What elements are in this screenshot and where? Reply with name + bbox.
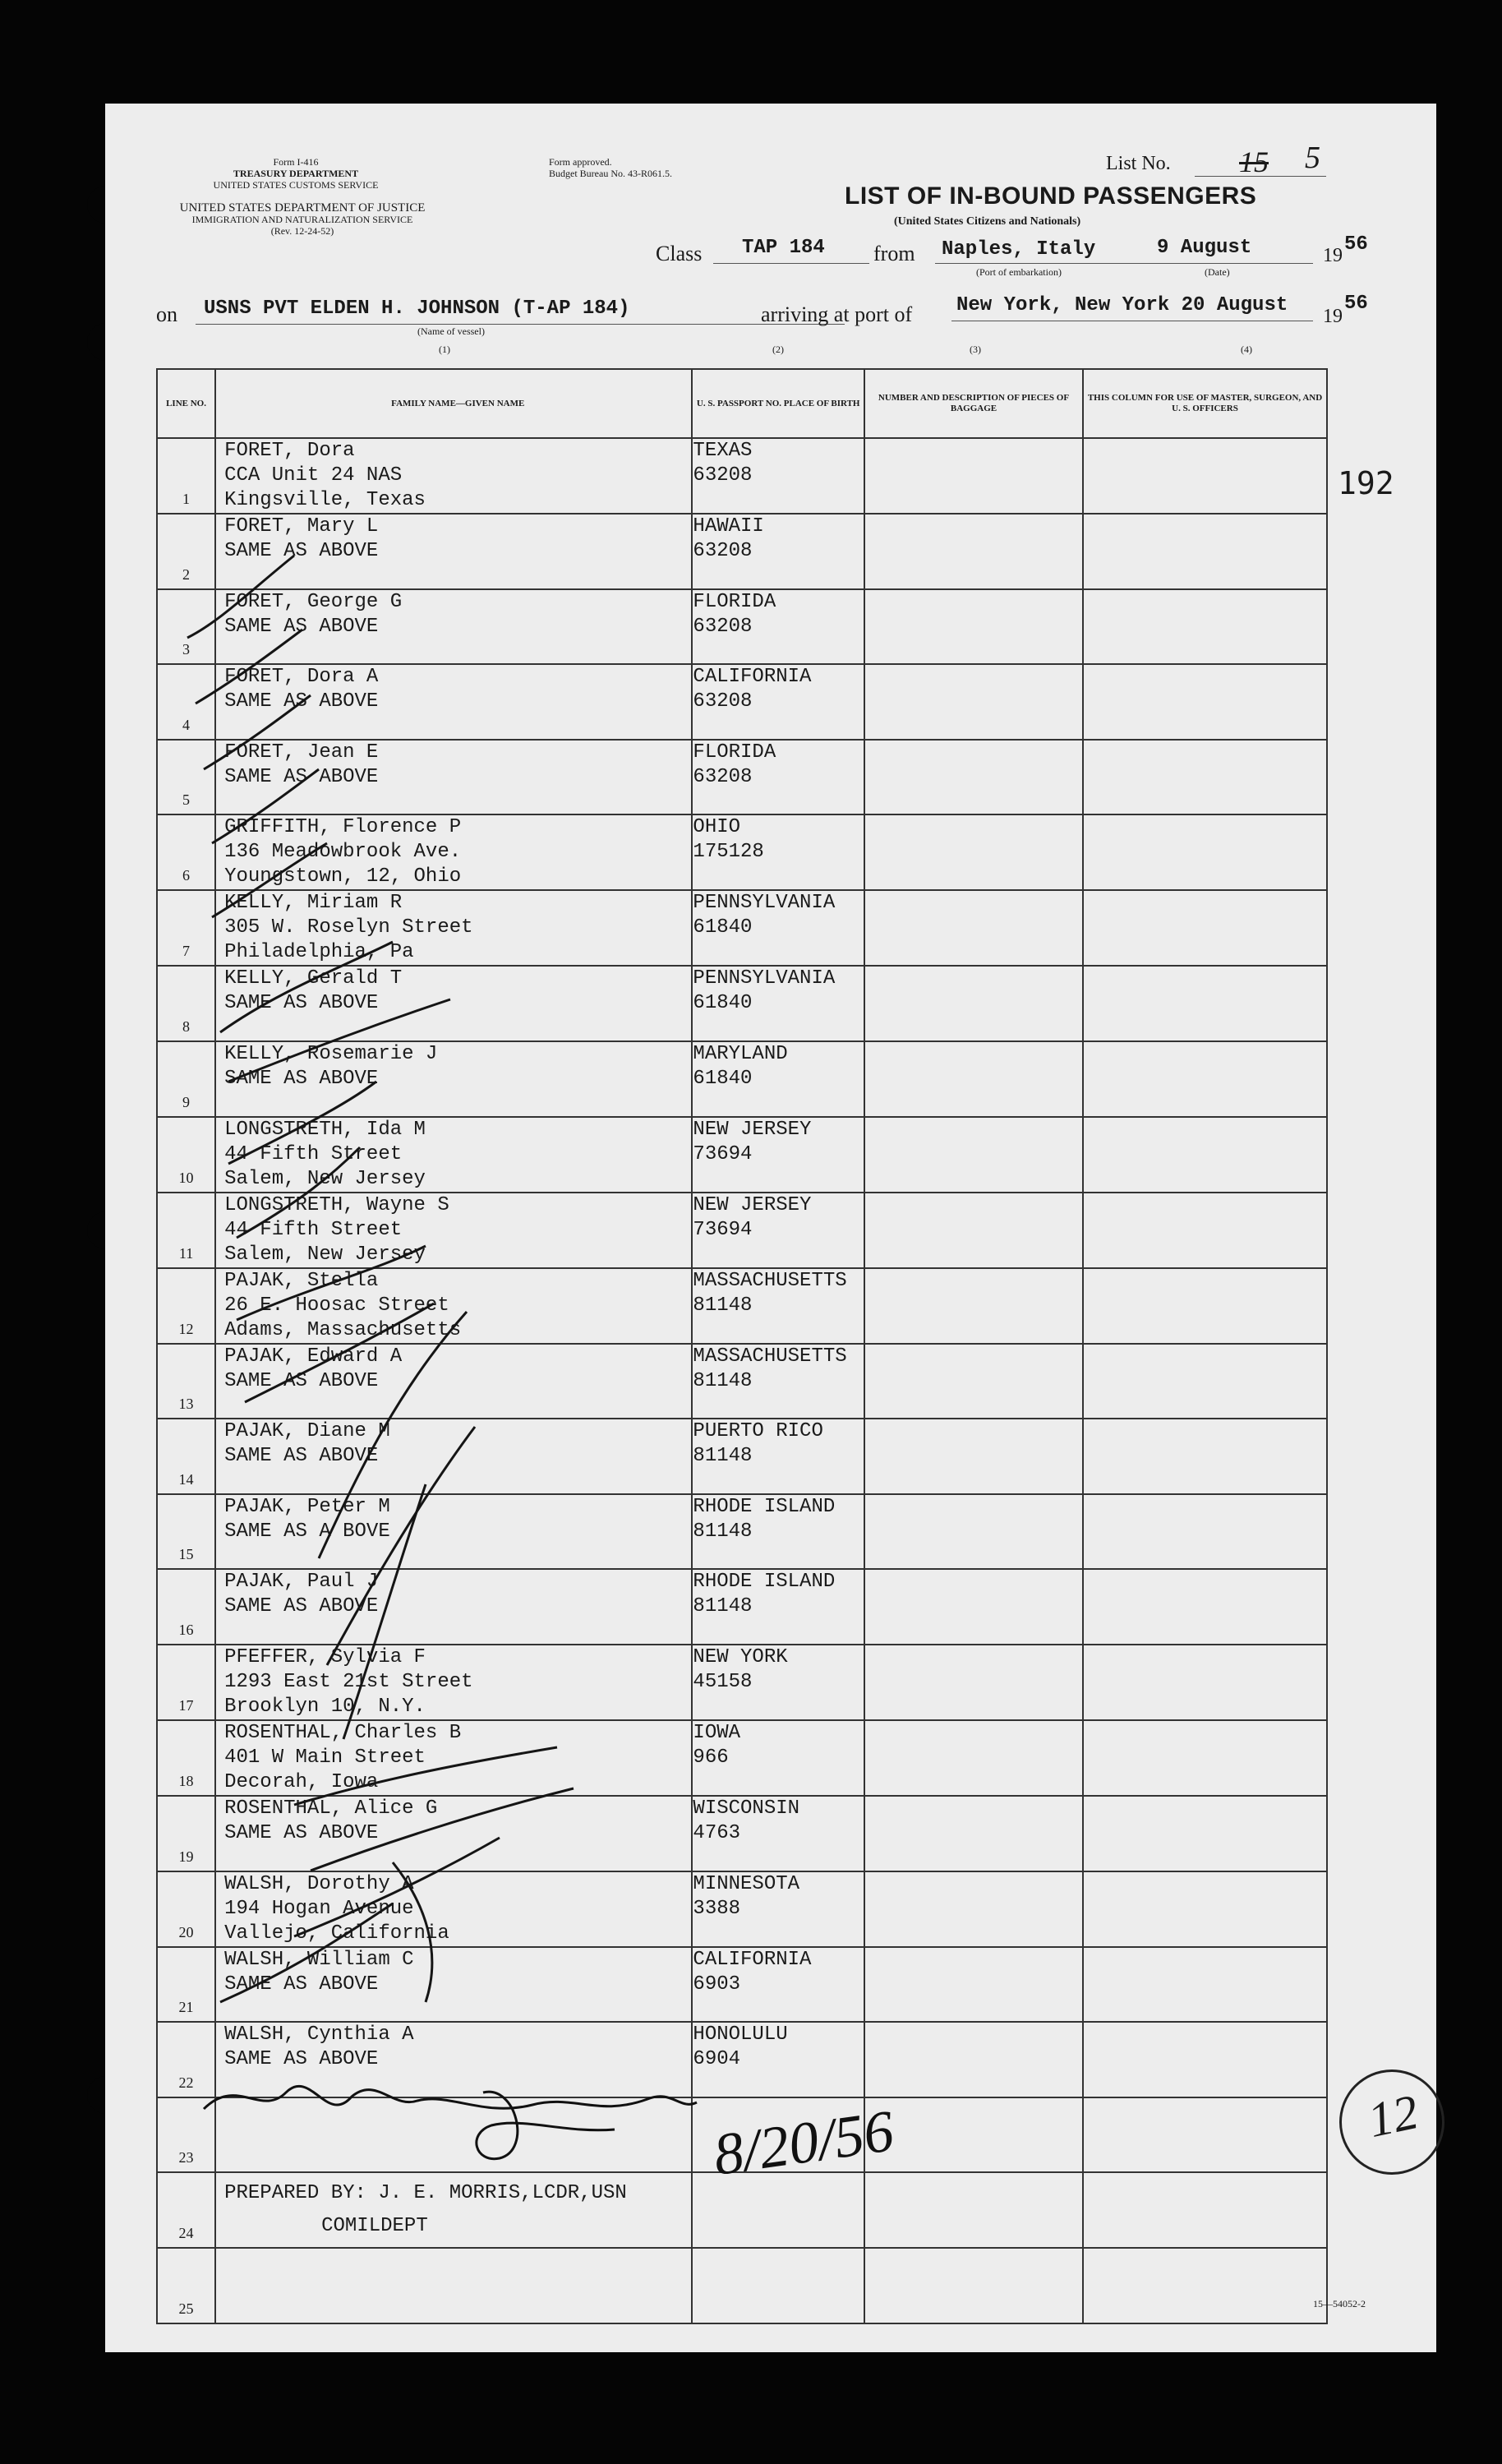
officer-cell <box>1083 1494 1327 1570</box>
passenger-address-line: Youngstown, 12, Ohio <box>224 865 462 888</box>
passenger-address-line: SAME AS ABOVE <box>224 765 379 788</box>
passenger-name: FORET, Mary L <box>224 515 379 538</box>
passenger-address-line: SAME AS A BOVE <box>224 1520 390 1543</box>
check-stroke <box>294 1747 557 1805</box>
column-number-3: (3) <box>970 344 981 355</box>
passenger-address-line: 194 Hogan Avenue <box>224 1897 414 1920</box>
class-line <box>713 263 869 264</box>
passenger-name: PREPARED BY: J. E. MORRIS,LCDR,USN <box>224 2182 627 2205</box>
baggage-cell <box>864 2248 1083 2323</box>
officer-cell <box>1083 2022 1327 2097</box>
line-number: 18 <box>178 1772 194 1789</box>
place-of-birth: WISCONSIN <box>693 1797 800 1820</box>
handwritten-check-marks <box>130 457 787 2060</box>
arrival-year: 56 <box>1344 293 1368 315</box>
justice-department-block <box>146 202 458 237</box>
passenger-address-line: 44 Fifth Street <box>224 1142 403 1165</box>
baggage-cell <box>864 2022 1083 2097</box>
year-value: 56 <box>1344 233 1368 256</box>
passport-number: 63208 <box>693 540 753 562</box>
form-number: Form I-416 <box>273 156 319 168</box>
baggage-cell <box>864 966 1083 1041</box>
vessel-caption: (Name of vessel) <box>417 325 485 337</box>
baggage-cell <box>864 1344 1083 1419</box>
officer-cell <box>1083 664 1327 740</box>
baggage-cell <box>864 2172 1083 2248</box>
line-number: 4 <box>182 716 191 733</box>
baggage-cell <box>864 1720 1083 1796</box>
passenger-address-line: 401 W Main Street <box>224 1746 426 1769</box>
check-stroke <box>212 843 327 917</box>
line-number: 25 <box>178 2300 194 2317</box>
passenger-address-line: SAME AS ABOVE <box>224 1973 379 1996</box>
passenger-address-line: Salem, New Jersey <box>224 1167 426 1190</box>
passenger-address-line: 136 Meadowbrook Ave. <box>224 841 462 864</box>
passenger-address-line: SAME AS ABOVE <box>224 1067 379 1090</box>
line-number: 24 <box>178 2224 194 2241</box>
year-prefix: 19 <box>1323 245 1343 266</box>
passenger-address-line: SAME AS ABOVE <box>224 1821 379 1844</box>
place-of-birth: MASSACHUSETTS <box>693 1269 847 1292</box>
officer-cell <box>1083 1041 1327 1117</box>
passport-number: 6903 <box>693 1973 741 1996</box>
officer-cell <box>1083 966 1327 1041</box>
passenger-address-line: Salem, New Jersey <box>224 1243 426 1266</box>
check-stroke <box>311 1788 574 1871</box>
passport-number: 81148 <box>693 1294 753 1317</box>
place-of-birth: OHIO <box>693 816 741 839</box>
officer-cell <box>1083 1947 1327 2023</box>
line-number: 2 <box>182 565 191 583</box>
place-of-birth: NEW JERSEY <box>693 1118 812 1141</box>
check-stroke <box>228 999 450 1082</box>
line-number: 14 <box>178 1470 194 1488</box>
passenger-address-line: Brooklyn 10, N.Y. <box>224 1695 426 1718</box>
check-stroke <box>220 1903 393 2002</box>
passenger-name: KELLY, Miriam R <box>224 892 403 915</box>
passenger-address-line: SAME AS ABOVE <box>224 540 379 562</box>
place-of-birth: MARYLAND <box>693 1042 788 1065</box>
list-number: 5 <box>1305 141 1320 175</box>
document-title: LIST OF IN-BOUND PASSENGERS <box>845 182 1257 210</box>
place-of-birth: RHODE ISLAND <box>693 1495 836 1518</box>
passenger-name: PAJAK, Edward A <box>224 1345 403 1368</box>
immigration-service: IMMIGRATION AND NATURALIZATION SERVICE <box>191 214 413 225</box>
place-of-birth: PUERTO RICO <box>693 1420 823 1443</box>
line-number: 12 <box>178 1320 194 1337</box>
passenger-name: PFEFFER, Sylvia F <box>224 1645 426 1668</box>
form-number-block <box>173 156 419 191</box>
officer-cell <box>1083 1871 1327 1947</box>
passenger-name: PAJAK, Diane M <box>224 1420 390 1443</box>
baggage-cell <box>864 1494 1083 1570</box>
passenger-name: FORET, Dora <box>224 440 355 462</box>
officer-cell <box>1083 1268 1327 1344</box>
passport-number: 175128 <box>693 841 764 864</box>
from-value: Naples, Italy <box>942 238 1096 261</box>
passenger-address-line: SAME AS ABOVE <box>224 992 379 1015</box>
line-number: 20 <box>178 1923 194 1940</box>
passenger-address-line: SAME AS ABOVE <box>224 1445 379 1468</box>
column-number-4: (4) <box>1241 344 1252 355</box>
check-stroke <box>212 769 319 843</box>
baggage-cell <box>864 1419 1083 1494</box>
justice-department: UNITED STATES DEPARTMENT OF JUSTICE <box>179 201 426 215</box>
passenger-name: LONGSTRETH, Wayne S <box>224 1193 449 1216</box>
line-number: 1 <box>182 491 191 507</box>
line-number: 21 <box>178 1999 194 2016</box>
baggage-cell <box>864 1645 1083 1720</box>
line-number: 17 <box>178 1696 194 1714</box>
line-number: 3 <box>182 641 191 658</box>
place-of-birth: MINNESOTA <box>693 1872 800 1895</box>
check-stroke <box>237 1147 360 1238</box>
passenger-name: FORET, George G <box>224 590 403 613</box>
passenger-address-line: SAME AS ABOVE <box>224 2048 379 2071</box>
passport-number: 966 <box>693 1746 729 1769</box>
officer-cell <box>1083 1645 1327 1720</box>
passenger-address-line: 44 Fifth Street <box>224 1218 403 1241</box>
column-header-officers: THIS COLUMN FOR USE OF MASTER, SURGEON, AND U. S. OFFICERS <box>1083 369 1327 438</box>
line-number: 15 <box>178 1546 194 1563</box>
passport-number: 63208 <box>693 464 753 487</box>
line-number: 13 <box>178 1396 194 1413</box>
passenger-address-line: SAME AS ABOVE <box>224 1369 379 1392</box>
passenger-address-line: 26 E. Hoosac Street <box>224 1294 449 1317</box>
place-of-birth: HONOLULU <box>693 2023 788 2046</box>
passenger-name: WALSH, William C <box>224 1948 414 1971</box>
passenger-manifest-page <box>105 104 1436 2352</box>
baggage-cell <box>864 1193 1083 1268</box>
officer-cell <box>1083 2172 1327 2248</box>
check-stroke <box>187 556 294 638</box>
passenger-name: WALSH, Cynthia A <box>224 2023 414 2046</box>
officer-cell <box>1083 2097 1327 2173</box>
passenger-address-line: SAME AS ABOVE <box>224 615 379 638</box>
passenger-name: ROSENTHAL, Charles B <box>224 1721 462 1744</box>
from-label: from <box>873 242 915 265</box>
passenger-name: FORET, Jean E <box>224 741 379 764</box>
place-of-birth: FLORIDA <box>693 741 776 764</box>
line-number: 6 <box>182 867 191 884</box>
passport-number: 61840 <box>693 992 753 1015</box>
vessel-name: USNS PVT ELDEN H. JOHNSON (T-AP 184) <box>204 298 630 320</box>
line-number: 7 <box>182 943 191 960</box>
officer-cell <box>1083 1344 1327 1419</box>
list-number-struck: 15 <box>1239 145 1269 178</box>
passenger-address-line: Adams, Massachusetts <box>224 1318 462 1341</box>
date-caption: (Date) <box>1205 266 1230 278</box>
baggage-cell <box>864 664 1083 740</box>
passenger-address-line: Kingsville, Texas <box>224 489 426 511</box>
baggage-cell <box>864 1796 1083 1871</box>
line-number: 19 <box>178 1848 194 1865</box>
officer-cell <box>1083 1796 1327 1871</box>
passenger-name: GRIFFITH, Florence P <box>224 816 462 839</box>
baggage-cell <box>864 890 1083 966</box>
officer-note: 192 <box>1338 465 1394 501</box>
line-number: 22 <box>178 2074 194 2091</box>
class-value: TAP 184 <box>742 237 825 259</box>
line-number-cell <box>157 2248 215 2323</box>
arrival-year-prefix: 19 <box>1323 306 1343 327</box>
place-of-birth: NEW YORK <box>693 1645 788 1668</box>
form-revision: (Rev. 12-24-52) <box>270 225 334 237</box>
passenger-name: PAJAK, Stella <box>224 1269 379 1292</box>
passenger-address-line: Vallejo, California <box>224 1922 449 1945</box>
place-of-birth: MASSACHUSETTS <box>693 1345 847 1368</box>
officer-cell <box>1083 1569 1327 1645</box>
check-stroke <box>245 1304 434 1402</box>
passenger-name: FORET, Dora A <box>224 666 379 689</box>
document-subtitle: (United States Citizens and Nationals) <box>894 215 1081 228</box>
passport-cell <box>692 2248 864 2323</box>
circled-number-text: 12 <box>1363 2084 1423 2148</box>
check-stroke <box>237 1246 426 1320</box>
passenger-address-line: CCA Unit 24 NAS <box>224 464 403 487</box>
line-number: 9 <box>182 1093 191 1110</box>
column-header-baggage: NUMBER AND DESCRIPTION OF PIECES OF BAGGAGE <box>864 369 1083 438</box>
passport-number: 45158 <box>693 1670 753 1693</box>
baggage-cell <box>864 1947 1083 2023</box>
passenger-name: KELLY, Rosemarie J <box>224 1042 438 1065</box>
form-approved: Form approved. <box>549 156 612 168</box>
passenger-address-line: Decorah, Iowa <box>224 1770 379 1793</box>
place-of-birth: CALIFORNIA <box>693 1948 812 1971</box>
form-approval-block <box>549 156 672 179</box>
line-number: 11 <box>178 1244 194 1262</box>
passenger-address-line: 1293 East 21st Street <box>224 1670 473 1693</box>
passport-number: 73694 <box>693 1218 753 1241</box>
footer-code: 15—54052-2 <box>1313 2298 1366 2309</box>
arrival-port: New York, New York 20 August <box>956 294 1288 316</box>
port-embarkation-caption: (Port of embarkation) <box>976 266 1062 278</box>
officer-cell <box>1083 2248 1327 2323</box>
passport-number: 81148 <box>693 1520 753 1543</box>
check-stroke <box>220 942 393 1032</box>
baggage-cell <box>864 438 1083 514</box>
passport-number: 81148 <box>693 1369 753 1392</box>
circled-number <box>1329 2060 1454 2185</box>
baggage-cell <box>864 814 1083 890</box>
place-of-birth: RHODE ISLAND <box>693 1571 836 1594</box>
passenger-name-cell <box>215 2248 692 2323</box>
passport-number: 63208 <box>693 765 753 788</box>
place-of-birth: PENNSYLVANIA <box>693 967 836 990</box>
baggage-cell <box>864 1041 1083 1117</box>
officer-cell <box>1083 890 1327 966</box>
passenger-name: LONGSTRETH, Ida M <box>224 1118 426 1141</box>
officer-cell <box>1083 740 1327 815</box>
officer-cell <box>1083 1117 1327 1193</box>
officer-cell <box>1083 514 1327 589</box>
check-stroke <box>196 630 302 704</box>
from-date: 9 August <box>1157 237 1252 259</box>
column-header-name: FAMILY NAME—GIVEN NAME <box>215 369 692 438</box>
passenger-name: ROSENTHAL, Alice G <box>224 1797 438 1820</box>
from-line <box>935 263 1313 264</box>
passenger-address-line: Philadelphia, Pa <box>224 941 414 964</box>
passenger-address-line: SAME AS ABOVE <box>224 1595 379 1618</box>
line-number: 8 <box>182 1017 191 1035</box>
customs-service: UNITED STATES CUSTOMS SERVICE <box>213 179 379 191</box>
place-of-birth: NEW JERSEY <box>693 1193 812 1216</box>
place-of-birth: TEXAS <box>693 440 753 462</box>
place-of-birth: IOWA <box>693 1721 741 1744</box>
baggage-cell <box>864 1268 1083 1344</box>
passenger-name: KELLY, Gerald T <box>224 967 403 990</box>
officer-cell <box>1083 1720 1327 1796</box>
baggage-cell <box>864 1871 1083 1947</box>
passport-number: 4763 <box>693 1821 741 1844</box>
line-number: 16 <box>178 1621 194 1638</box>
place-of-birth: HAWAII <box>693 515 764 538</box>
budget-bureau: Budget Bureau No. 43-R061.5. <box>549 168 672 179</box>
baggage-cell <box>864 740 1083 815</box>
officer-cell <box>1083 438 1327 514</box>
passenger-name: PAJAK, Peter M <box>224 1495 390 1518</box>
passport-number: 63208 <box>693 690 753 713</box>
baggage-cell <box>864 1569 1083 1645</box>
place-of-birth: PENNSYLVANIA <box>693 892 836 915</box>
officer-cell <box>1083 1419 1327 1494</box>
place-of-birth: FLORIDA <box>693 590 776 613</box>
class-label: Class <box>656 242 703 265</box>
check-stroke <box>327 1427 475 1665</box>
vessel-line <box>196 324 845 325</box>
baggage-cell <box>864 514 1083 589</box>
on-label: on <box>156 302 177 326</box>
line-number: 10 <box>178 1169 194 1186</box>
column-header-passport: U. S. PASSPORT NO. PLACE OF BIRTH <box>692 369 864 438</box>
line-number: 5 <box>182 791 191 809</box>
passenger-name: WALSH, Dorothy A <box>224 1872 414 1895</box>
column-number-2: (2) <box>772 344 784 355</box>
officer-cell <box>1083 814 1327 890</box>
passport-number: 81148 <box>693 1595 753 1618</box>
passenger-address-line: 305 W. Roselyn Street <box>224 916 473 939</box>
treasury-department: TREASURY DEPARTMENT <box>233 168 359 179</box>
passport-number: 3388 <box>693 1897 741 1920</box>
handwritten-date: 8/20/56 <box>709 2097 898 2188</box>
check-stroke <box>319 1312 467 1558</box>
passenger-name: PAJAK, Paul J <box>224 1571 379 1594</box>
column-number-1: (1) <box>439 344 450 355</box>
passport-number: 81148 <box>693 1445 753 1468</box>
list-number-label: List No. <box>1106 153 1171 174</box>
passport-number: 6904 <box>693 2048 741 2071</box>
arriving-label: arriving at port of <box>761 302 913 326</box>
line-number: 23 <box>178 2149 194 2166</box>
passport-number: 61840 <box>693 916 753 939</box>
baggage-cell <box>864 589 1083 665</box>
table-header-row <box>157 369 1327 438</box>
officer-cell <box>1083 1193 1327 1268</box>
place-of-birth: CALIFORNIA <box>693 666 812 689</box>
baggage-cell <box>864 1117 1083 1193</box>
passenger-address-line: SAME AS ABOVE <box>224 690 379 713</box>
line-number-cell <box>157 2172 215 2248</box>
passport-number: 63208 <box>693 615 753 638</box>
passport-number: 73694 <box>693 1142 753 1165</box>
officer-cell <box>1083 589 1327 665</box>
check-stroke <box>294 1838 500 1936</box>
check-stroke <box>204 695 311 769</box>
column-header-line-no: LINE NO. <box>157 369 215 438</box>
passenger-name-cell <box>215 2172 692 2248</box>
passenger-address-line: COMILDEPT <box>321 2215 428 2238</box>
passport-number: 61840 <box>693 1067 753 1090</box>
table-row <box>157 2248 1327 2323</box>
